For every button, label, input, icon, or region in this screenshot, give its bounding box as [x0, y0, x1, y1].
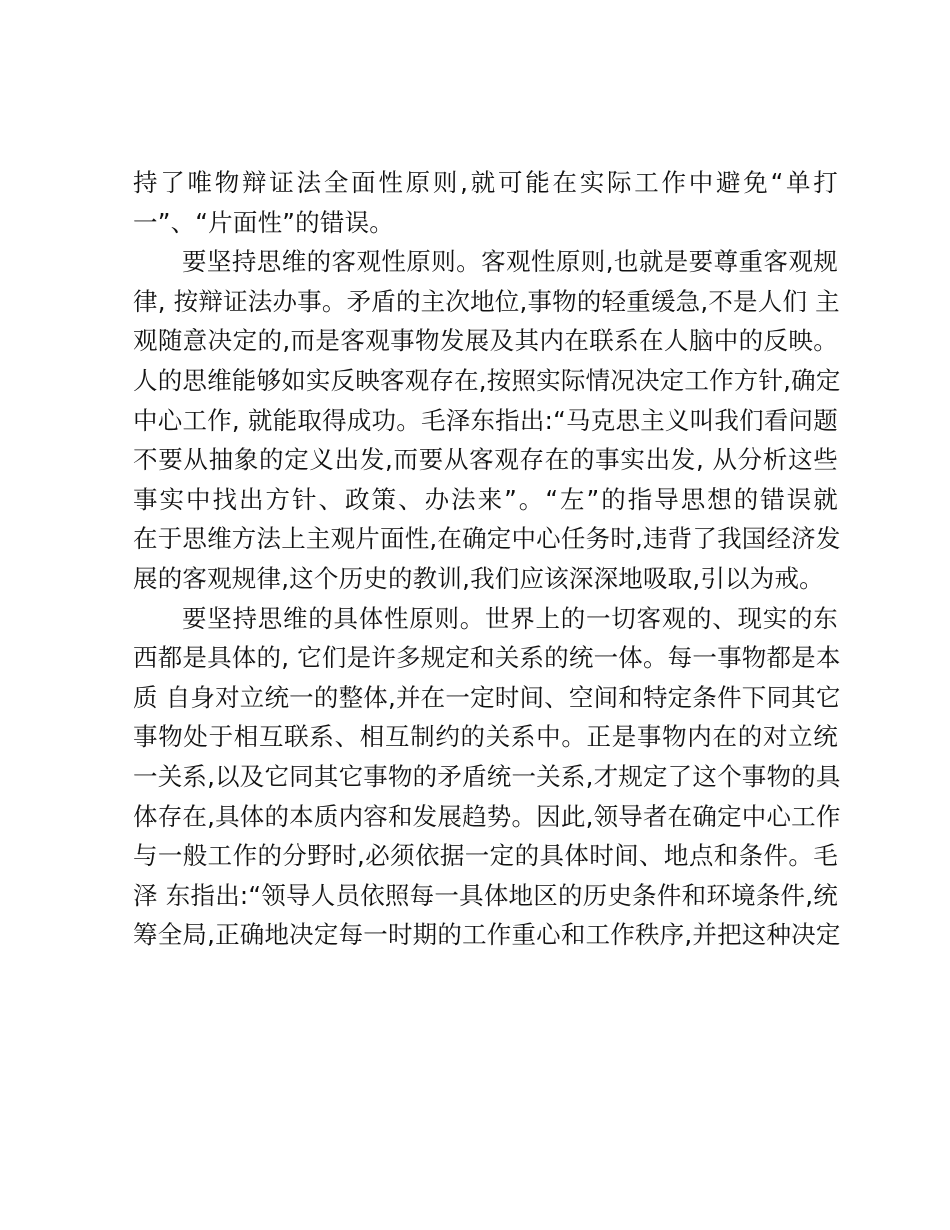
- text-line: 观随意决定的,而是客观事物发展及其内在联系在人脑中的反映。: [133, 326, 838, 356]
- text-line: 质 自身对立统一的整体,并在一定时间、空间和特定条件下同其它: [133, 682, 841, 712]
- text-line: 筹全局,正确地决定每一时期的工作重心和工作秩序,并把这种决定: [133, 920, 841, 950]
- text-line: 人的思维能够如实反映客观存在,按照实际情况决定工作方针,确定: [133, 365, 841, 395]
- text-line: 中心工作, 就能取得成功。毛泽东指出:“马克思主义叫我们看问题: [133, 405, 838, 435]
- text-line: 持了唯物辩证法全面性原则,就可能在实际工作中避免“单打: [133, 168, 838, 197]
- text-line: 律, 按辩证法办事。矛盾的主次地位,事物的轻重缓急,不是人们 主: [133, 286, 840, 316]
- text-line: 事实中找出方针、政策、办法来”。“左”的指导思想的错误就: [133, 484, 838, 514]
- paragraph-first-line: 要坚持思维的客观性原则。客观性原则,也就是要尊重客观规: [182, 247, 838, 277]
- text-line: 体存在,具体的本质内容和发展趋势。因此,领导者在确定中心工作: [133, 801, 841, 831]
- text-line: 展的客观规律,这个历史的教训,我们应该深深地吸取,引以为戒。: [133, 563, 824, 593]
- text-line: 不要从抽象的定义出发,而要从客观存在的事实出发, 从分析这些: [133, 445, 838, 475]
- text-line: 事物处于相互联系、相互制约的关系中。正是事物内在的对立统: [133, 722, 838, 752]
- text-line: 一”、“片面性”的错误。: [133, 207, 394, 237]
- text-line: 一关系,以及它同其它事物的矛盾统一关系,才规定了这个事物的具: [133, 761, 841, 791]
- text-line: 西都是具体的, 它们是许多规定和关系的统一体。每一事物都是本: [133, 643, 841, 673]
- text-line: 泽 东指出:“领导人员依照每一具体地区的历史条件和环境条件,统: [133, 880, 838, 910]
- paragraph-first-line: 要坚持思维的具体性原则。世界上的一切客观的、现实的东: [182, 603, 838, 633]
- text-line: 与一般工作的分野时,必须依据一定的具体时间、地点和条件。毛: [133, 841, 838, 871]
- body-text: [133, 163, 841, 955]
- text-line: 在于思维方法上主观片面性,在确定中心任务时,违背了我国经济发: [133, 524, 841, 554]
